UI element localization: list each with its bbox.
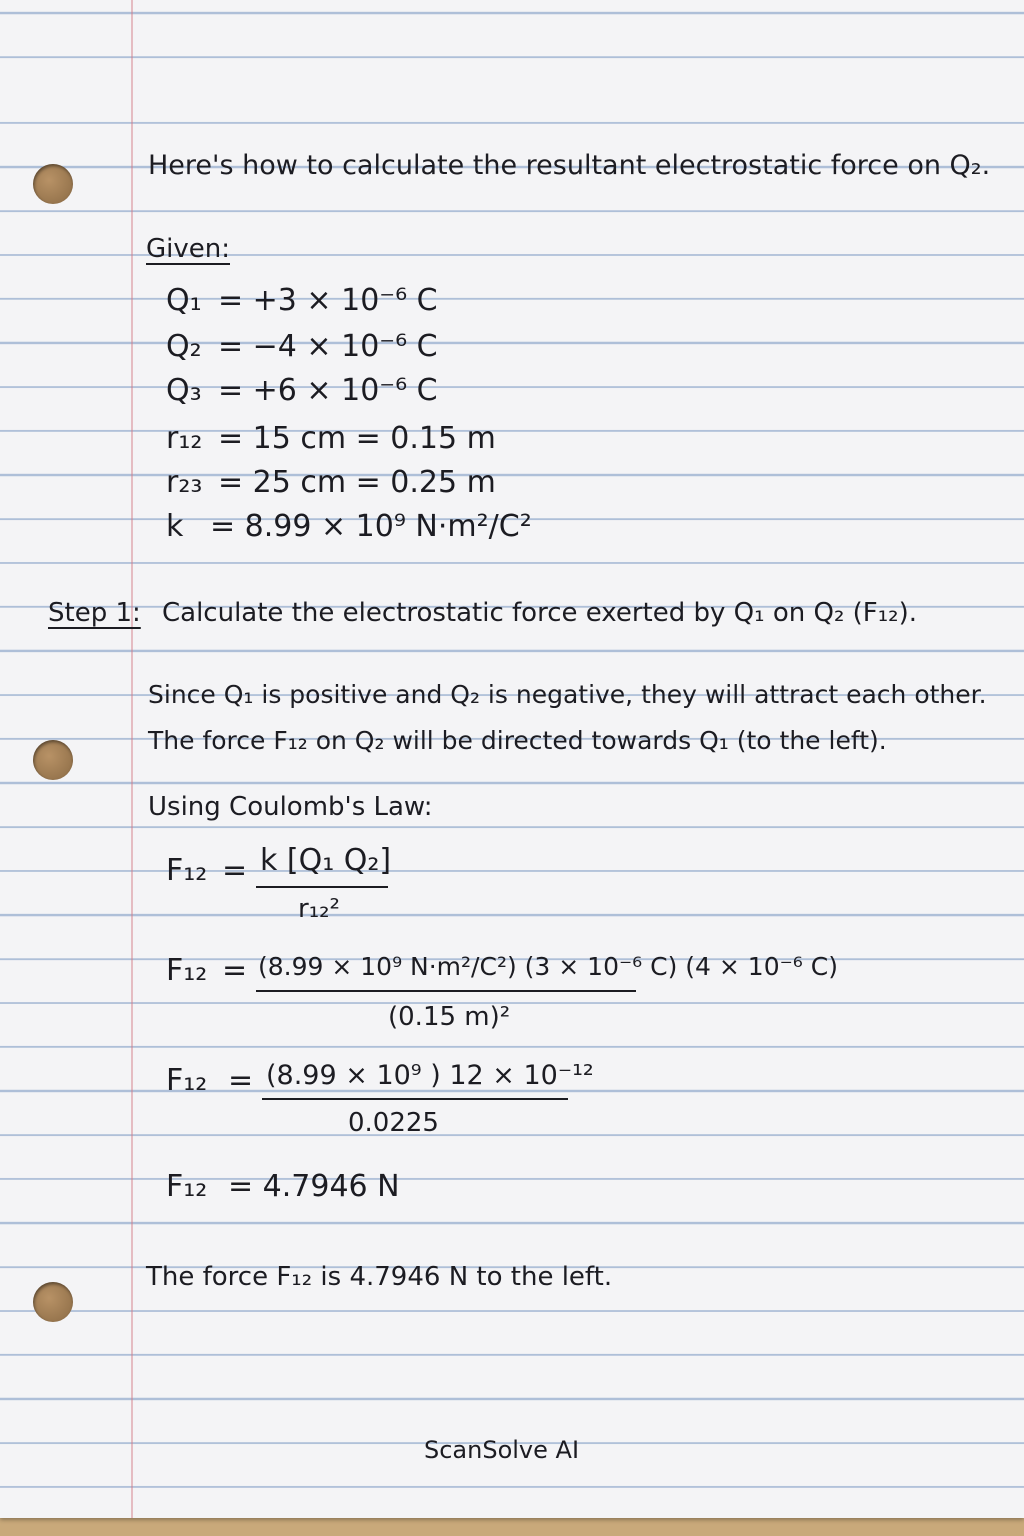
equation-lhs: F₁₂ (166, 1169, 208, 1204)
equals-sign: = (222, 853, 248, 888)
fraction-bar (262, 1098, 568, 1100)
fraction-bar (256, 886, 388, 888)
reason-line: Since Q₁ is positive and Q₂ is negative, they will attract each other. (148, 680, 987, 709)
equation-lhs: F₁₂ (166, 1063, 208, 1098)
fraction-numerator: (8.99 × 10⁹ N·m²/C²) (3 × 10⁻⁶ C) (4 × 10⁻⁶ C) (258, 952, 838, 981)
given-symbol: k (166, 509, 184, 544)
given-value: = −4 × 10⁻⁶ C (218, 329, 438, 364)
equation-lhs: F₁₂ (166, 953, 208, 988)
given-symbol: r₂₃ (166, 465, 203, 500)
conclusion-text: The force F₁₂ is 4.7946 N to the left. (146, 1262, 613, 1292)
fraction-bar (256, 990, 636, 992)
given-symbol: Q₁ (166, 283, 202, 318)
given-value: = +3 × 10⁻⁶ C (218, 283, 438, 318)
binder-hole (33, 1282, 73, 1322)
binder-hole (33, 740, 73, 780)
intro-text: Here's how to calculate the resultant electrostatic force on Q₂. (148, 150, 991, 181)
equals-sign: = (222, 953, 248, 988)
step-title: Calculate the electrostatic force exerted by Q₁ on Q₂ (F₁₂). (162, 598, 917, 628)
given-heading: Given: (146, 234, 230, 264)
footer-brand: ScanSolve AI (424, 1436, 580, 1464)
law-heading: Using Coulomb's Law: (148, 792, 433, 822)
reason-line: The force F₁₂ on Q₂ will be directed towards Q₁ (to the left). (148, 726, 887, 755)
binder-hole (33, 164, 73, 204)
fraction-denominator: r₁₂² (298, 894, 340, 924)
fraction-numerator: (8.99 × 10⁹ ) 12 × 10⁻¹² (266, 1060, 594, 1091)
equation-result: = 4.7946 N (228, 1169, 400, 1204)
given-symbol: r₁₂ (166, 421, 203, 456)
fraction-denominator: (0.15 m)² (388, 1002, 511, 1032)
given-value: = 15 cm = 0.15 m (218, 421, 496, 456)
given-value: = +6 × 10⁻⁶ C (218, 373, 438, 408)
equation-lhs: F₁₂ (166, 853, 208, 888)
given-symbol: Q₂ (166, 329, 202, 364)
fraction-denominator: 0.0225 (348, 1108, 439, 1138)
step-label: Step 1: (48, 598, 141, 628)
given-value: = 25 cm = 0.25 m (218, 465, 496, 500)
fraction-numerator: k [Q₁ Q₂] (260, 843, 392, 878)
given-value: = 8.99 × 10⁹ N·m²/C² (210, 509, 532, 544)
equals-sign: = (228, 1063, 254, 1098)
given-symbol: Q₃ (166, 373, 202, 408)
